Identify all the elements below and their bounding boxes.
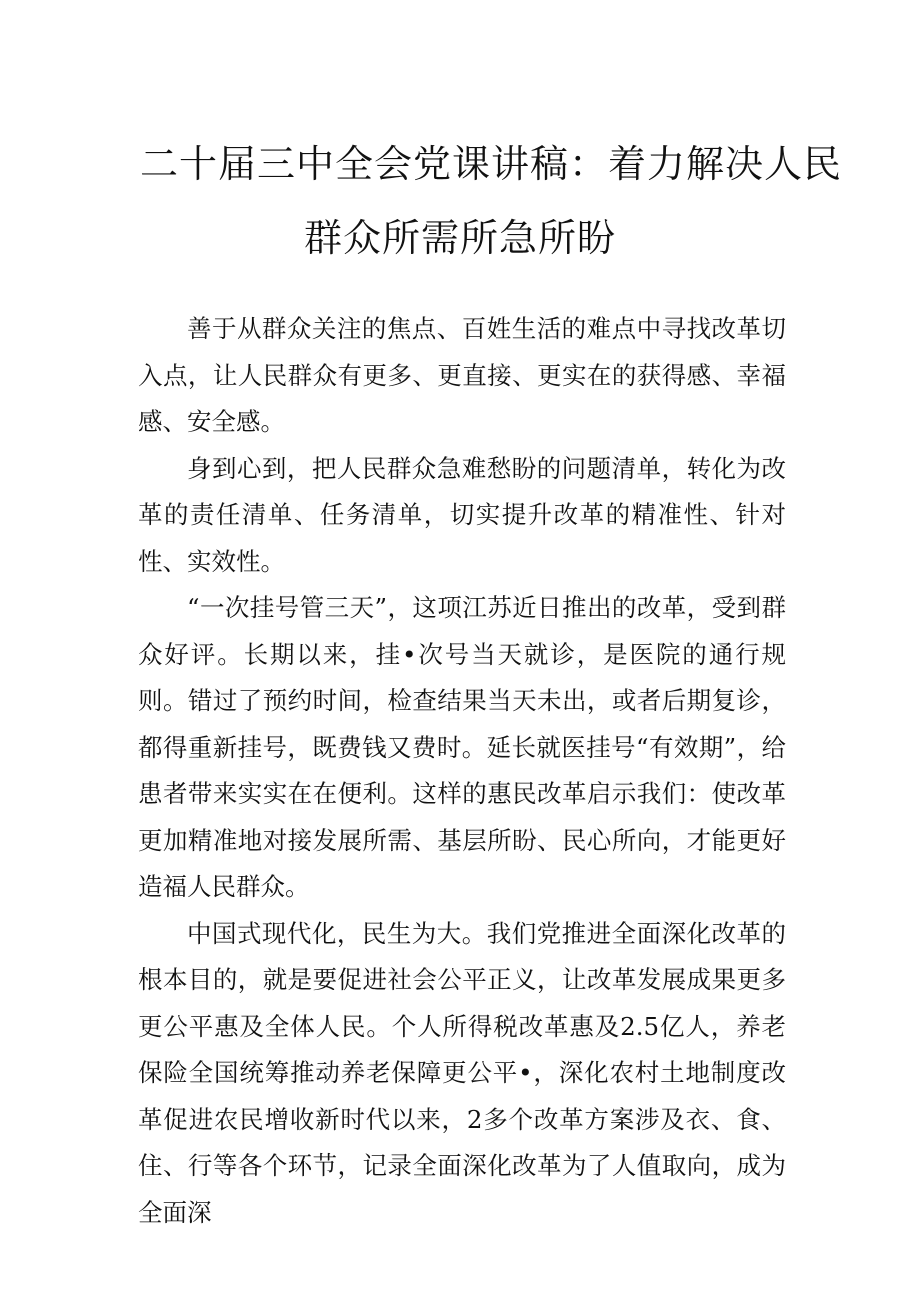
paragraph: 中国式现代化，民生为大。我们党推进全面深化改革的根本目的，就是要促进社会公平正义，让改革发展成果更多更公平惠及全体人民。个人所得税改革惠及2.5亿人，养老保险全国统筹推动养老保障更公平•，深化农村土地制度改革促进农民增收新时代以来，2多个改革方案涉及衣、食、住、行等各个环节，记录全面深化改革为了人值取向，成为全面深 bbox=[138, 918, 786, 1227]
paragraph: 善于从群众关注的焦点、百姓生活的难点中寻找改革切入点，让人民群众有更多、更直接、更实在的获得感、幸福感、安全感。 bbox=[138, 314, 786, 436]
paragraph: “一次挂号管三天”，这项江苏近日推出的改革，受到群众好评。长期以来，挂•次号当天就诊，是医院的通行规则。错过了预约时间，检查结果当天未出，或者后期复诊，都得重新挂号，既费钱又费时。延长就医挂号“有效期”，给患者带来实实在在便利。这样的惠民改革启示我们：使改革更加精准地对接发展所需、基层所盼、民心所向，才能更好造福人民群众。 bbox=[138, 593, 786, 901]
document-title-line-1: 二十届三中全会党课讲稿：着力解决人民 bbox=[140, 142, 843, 186]
document-title-line-2: 群众所需所急所盼 bbox=[303, 216, 616, 260]
document-body bbox=[138, 306, 786, 1236]
paragraph: 身到心到，把人民群众急难愁盼的问题清单，转化为改革的责任清单、任务清单，切实提升改革的精准性、针对性、实效性。 bbox=[138, 453, 786, 576]
